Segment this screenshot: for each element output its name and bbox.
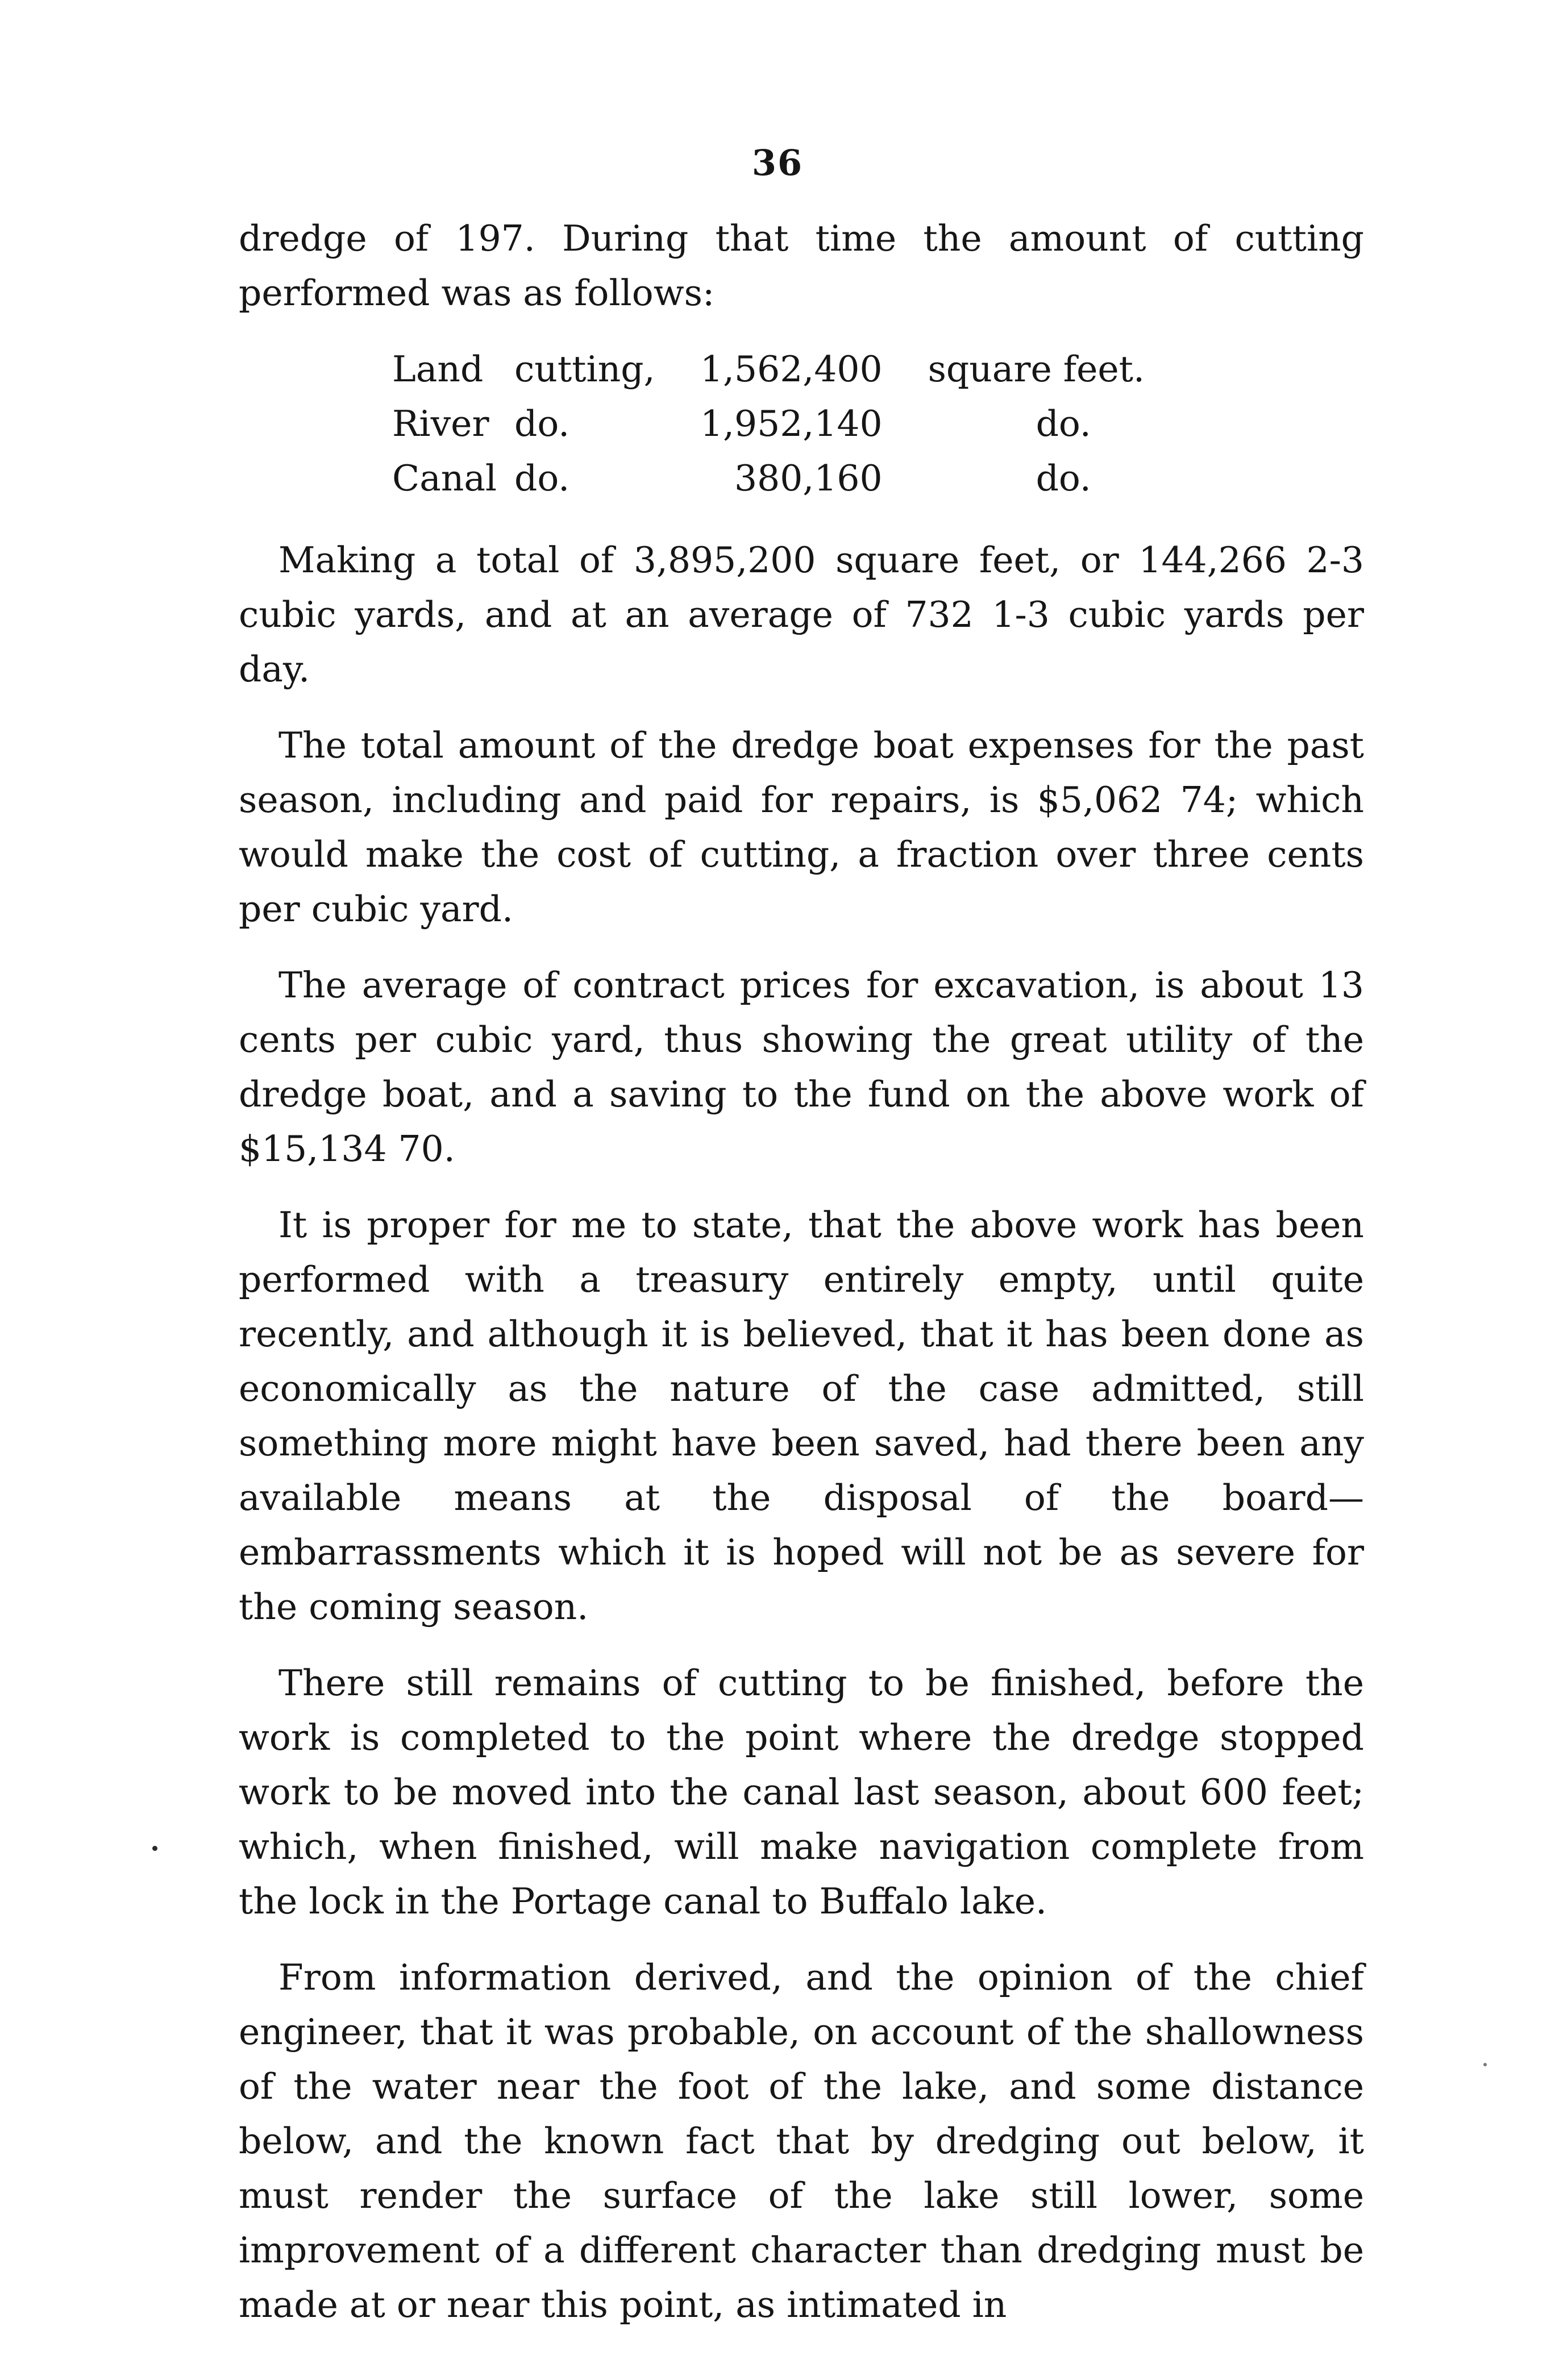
row-unit: do. [1036, 457, 1091, 499]
row-amount: 380,160 [734, 457, 883, 499]
opening-paragraph: dredge of 197. During that time the amount of cutting performed was as follows: [239, 218, 1364, 314]
paragraph-contract-prices: The average of contract prices for excavation, is about 13 cents per cubic yard, thus showing the great utility of the dredge boat, and a saving to the fund on the above work of $15,134 70. [239, 964, 1364, 1170]
table-row [392, 342, 1145, 397]
row-amount: 1,562,400 [700, 348, 883, 390]
row-kind: cutting, [514, 348, 655, 390]
paragraph-total: Making a total of 3,895,200 square feet, or 144,266 2-3 cubic yards, and at an average of 732 1-3 cubic yards per day. [239, 539, 1364, 690]
row-amount: 1,952,140 [700, 403, 883, 444]
body-text [239, 211, 1364, 2354]
row-label: Canal [392, 457, 497, 499]
table-row [392, 451, 1145, 506]
row-unit: do. [1036, 403, 1091, 444]
cutting-table [392, 342, 1145, 506]
paragraph-treasury: It is proper for me to state, that the above work has been performed with a treasury entirely empty, until quite recently, and although it is believed, that it has been done as economically as the nature of the case admitted, still something more might have been saved, had there been any available means at the disposal of the board—embarrassments which it is hoped will not be as severe for the coming season. [239, 1204, 1364, 1628]
page-number: 36 [751, 142, 804, 184]
paper-speck [152, 1846, 157, 1851]
paragraph-expenses: The total amount of the dredge boat expenses for the past season, including and paid for repairs, is $5,062 74; which would make the cost of cutting, a fraction over three cents per cubic yard. [239, 725, 1364, 930]
row-unit: square feet. [928, 348, 1145, 390]
table-row [392, 397, 1145, 451]
row-label: Land [392, 348, 484, 390]
row-kind: do. [514, 457, 570, 499]
row-kind: do. [514, 403, 570, 444]
paragraph-engineer-opinion: From information derived, and the opinion of the chief engineer, that it was probable, on account of the shallowness of the water near the foot of the lake, and some distance below, and the known fact that by dredging out below, it must render the surface of the lake still lower, some improvement of a different character than dredging must be made at or near this point, as intimated in [239, 1957, 1364, 2325]
paragraph-remaining-cutting: There still remains of cutting to be finished, before the work is completed to the point where the dredge stopped work to be moved into the canal last season, about 600 feet; which, when finished, will make navigation complete from the lock in the Portage canal to Buffalo lake. [239, 1662, 1364, 1922]
paper-speck [1483, 2063, 1487, 2066]
row-label: River [392, 403, 489, 444]
